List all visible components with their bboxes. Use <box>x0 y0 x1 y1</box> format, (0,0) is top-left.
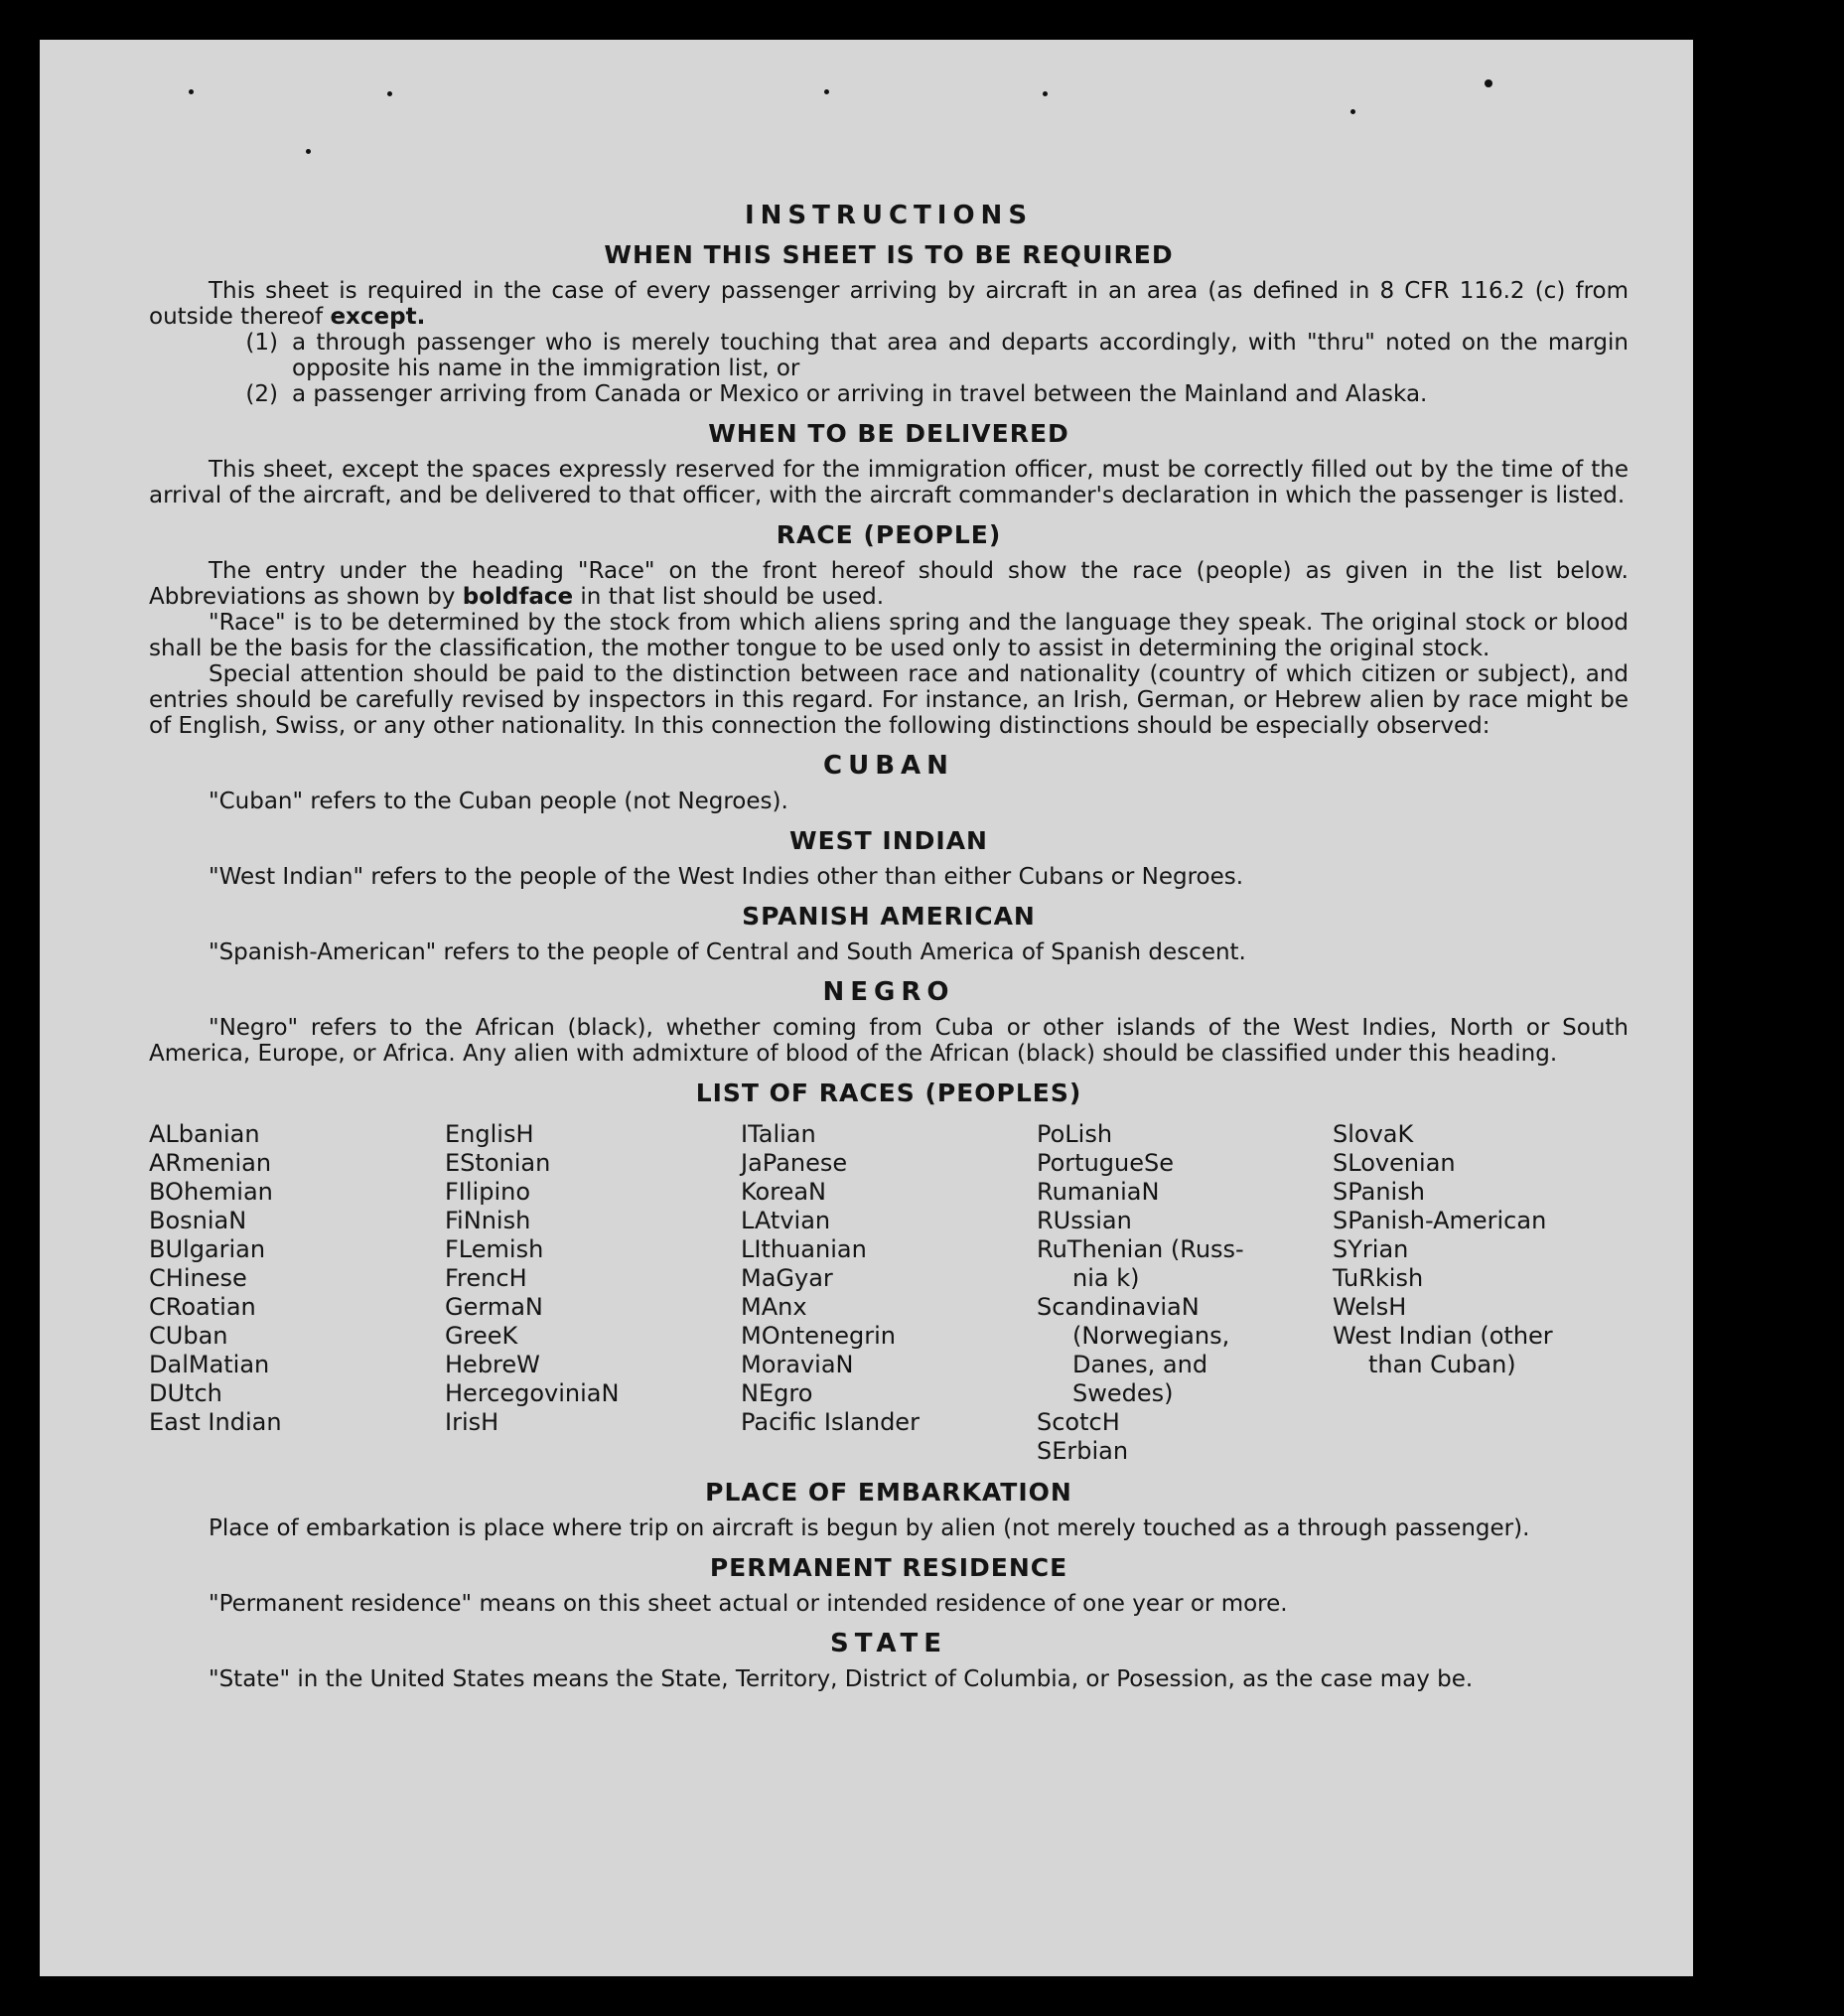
race-entry <box>445 1351 741 1379</box>
race-entry-part: N <box>228 1207 247 1234</box>
race-entry-part: Iris <box>445 1408 482 1436</box>
race-entry-part: FI <box>445 1178 466 1206</box>
race-entry <box>1037 1120 1333 1149</box>
race-entry-part: LI <box>741 1235 762 1263</box>
race-entry <box>445 1293 741 1322</box>
race-entry-part: rian <box>1361 1235 1409 1263</box>
race-entry <box>149 1408 445 1437</box>
race-entry-part: D <box>149 1351 168 1378</box>
race-entry-part: H <box>1388 1293 1407 1321</box>
speck <box>1485 79 1492 87</box>
races-column <box>1037 1120 1333 1466</box>
speck <box>387 91 392 96</box>
race-entry-part: e <box>1159 1149 1174 1177</box>
exception-item: (1) a through passenger who is merely touching that area and departs accordingly, with "thru" noted on the margin opposite his name in the immigration list, or <box>245 330 1629 381</box>
heading-embarkation: PLACE OF EMBARKATION <box>705 1478 1072 1507</box>
race-entry-part: CR <box>149 1293 182 1321</box>
race-entry <box>741 1235 1037 1264</box>
race-entry-part: AR <box>149 1149 183 1177</box>
race-entry-part: PortugueS <box>1037 1149 1160 1177</box>
race-entry <box>741 1408 1037 1437</box>
races-column <box>741 1120 1037 1466</box>
cuban-text: "Cuban" refers to the Cuban people (not Negroes). <box>209 789 788 814</box>
speck <box>1043 91 1048 96</box>
race-entry <box>445 1408 741 1437</box>
race-entry-part: tch <box>185 1379 222 1407</box>
race-entry-part: MA <box>741 1293 779 1321</box>
race-entry <box>445 1264 741 1293</box>
race-entry-part: anish <box>1360 1178 1425 1206</box>
race-entry-part: Slova <box>1333 1120 1398 1148</box>
race-entry <box>445 1149 741 1178</box>
state-text: "State" in the United States means the State, Territory, District of Columbia, or Posession, as the case may be. <box>209 1666 1474 1692</box>
heading-residence: PERMANENT RESIDENCE <box>709 1553 1068 1582</box>
race-entry-part: Danes, and <box>1072 1351 1208 1378</box>
race-entry-part: K <box>501 1322 518 1350</box>
race-entry-part: Korea <box>741 1178 809 1206</box>
heading-race: RACE (PEOPLE) <box>776 520 1002 549</box>
race-entry-part: Pacific Islander <box>741 1408 920 1436</box>
race-entry-part: thuanian <box>761 1235 867 1263</box>
race-entry <box>149 1379 445 1408</box>
race-entry <box>149 1322 445 1351</box>
race-entry-part: H <box>508 1264 527 1292</box>
race-entry <box>1333 1351 1629 1379</box>
race-entry-part: nx <box>778 1293 807 1321</box>
race-entry <box>1037 1235 1333 1264</box>
races-column <box>445 1120 741 1466</box>
race-entry-part: hemian <box>183 1178 273 1206</box>
race-entry-part: RU <box>1037 1207 1071 1234</box>
race-entry-part: SE <box>1037 1437 1067 1465</box>
race-entry-part: Rumania <box>1037 1178 1142 1206</box>
race-entry-part: rbian <box>1066 1437 1129 1465</box>
race-entry-part: H <box>481 1408 499 1436</box>
race-entry <box>149 1264 445 1293</box>
race-entry-part: MaG <box>741 1264 795 1292</box>
embarkation-text: Place of embarkation is place where trip on aircraft is begun by alien (not merely touched as a through passenger). <box>209 1515 1530 1541</box>
race-entry <box>741 1178 1037 1207</box>
race-entry-part: Wels <box>1333 1293 1389 1321</box>
race-entry-part: RuT <box>1037 1235 1082 1263</box>
race-entry-part: MO <box>741 1322 780 1350</box>
race-entry <box>1037 1293 1333 1322</box>
heading-cuban: CUBAN <box>823 751 954 781</box>
race-entry-part: kish <box>1374 1264 1424 1292</box>
race-entry-part: Germa <box>445 1293 525 1321</box>
race-entry-part: alian <box>758 1120 816 1148</box>
race-entry-part: inese <box>183 1264 247 1292</box>
race-entry-part: ast Indian <box>164 1408 282 1436</box>
race-entry-part: Scandinavia <box>1037 1293 1182 1321</box>
instructions-content <box>149 189 1629 1692</box>
race-entry-part: N <box>808 1178 826 1206</box>
race-entry <box>445 1207 741 1235</box>
race-entry <box>741 1207 1037 1235</box>
race-entry-part: DU <box>149 1379 186 1407</box>
exception-item: (2) a passenger arriving from Canada or Mexico or arriving in travel between the Mainland and Alaska. <box>245 381 1428 407</box>
races-column <box>1333 1120 1629 1466</box>
race-paragraph-2: "Race" is to be determined by the stock from which aliens spring and the language they speak. The original stock or blood shall be the basis for the classification, the mother tongue to be used only to assist in determining the original stock. <box>149 610 1629 661</box>
spanish-american-text: "Spanish-American" refers to the people of Central and South America of Spanish descent. <box>209 939 1246 965</box>
race-entry <box>1333 1207 1629 1235</box>
heading-required: WHEN THIS SHEET IS TO BE REQUIRED <box>604 240 1174 269</box>
race-entry-part: FL <box>445 1235 472 1263</box>
race-entry-part: Hercegovinia <box>445 1379 602 1407</box>
heading-west-indian: WEST INDIAN <box>789 826 988 855</box>
race-entry <box>1333 1235 1629 1264</box>
race-entry-part: N <box>1141 1178 1160 1206</box>
heading-negro: NEGRO <box>822 977 955 1007</box>
race-entry <box>1333 1120 1629 1149</box>
race-entry-part: banian <box>178 1120 260 1148</box>
race-entry <box>1037 1149 1333 1178</box>
race-entry <box>1037 1437 1333 1466</box>
negro-text: "Negro" refers to the African (black), whether coming from Cuba or other islands of the West Indies, North or South America, Europe, or Africa. Any alien with admixture of blood of the African (black) should be classified under this heading. <box>149 1015 1629 1067</box>
race-entry-part: ovenian <box>1360 1149 1456 1177</box>
race-entry-part: TuR <box>1333 1264 1375 1292</box>
heading-delivered: WHEN TO BE DELIVERED <box>708 419 1069 448</box>
race-entry-part: Englis <box>445 1120 516 1148</box>
race-entry-part: BO <box>149 1178 184 1206</box>
race-entry-part: nish <box>481 1207 531 1234</box>
race-entry <box>149 1149 445 1178</box>
race-entry-part: ES <box>445 1149 476 1177</box>
race-entry <box>741 1379 1037 1408</box>
race-entry-part: henian (Russ- <box>1081 1235 1244 1263</box>
race-entry-part: Swedes) <box>1072 1379 1174 1407</box>
race-entry <box>149 1178 445 1207</box>
delivered-text: This sheet, except the spaces expressly reserved for the immigration officer, must be correctly filled out by the time of the arrival of the aircraft, and be delivered to that officer, with the aircraft commander's declaration in which the passenger is listed. <box>149 457 1629 508</box>
race-entry-part: lipino <box>465 1178 531 1206</box>
race-entry-part: LA <box>741 1207 771 1234</box>
race-entry <box>1333 1149 1629 1178</box>
race-entry <box>445 1235 741 1264</box>
residence-text: "Permanent residence" means on this sheet actual or intended residence of one year or more. <box>209 1591 1288 1617</box>
race-entry-part: SP <box>1333 1178 1361 1206</box>
race-entry-part: ssian <box>1070 1207 1132 1234</box>
race-entry <box>741 1120 1037 1149</box>
race-entry <box>741 1293 1037 1322</box>
document-sheet <box>40 40 1693 1976</box>
race-entry <box>1037 1351 1333 1379</box>
race-entry <box>1333 1178 1629 1207</box>
race-entry <box>149 1293 445 1322</box>
race-entry-part: ish <box>1077 1120 1113 1148</box>
race-entry-part: alMatian <box>167 1351 270 1378</box>
speck <box>189 89 194 94</box>
race-entry <box>1037 1322 1333 1351</box>
race-entry-part: Moravia <box>741 1351 836 1378</box>
race-entry <box>149 1207 445 1235</box>
race-entry-part: FiN <box>445 1207 482 1234</box>
race-entry-part: SY <box>1333 1235 1362 1263</box>
race-entry-part: emish <box>471 1235 544 1263</box>
speck <box>824 89 829 94</box>
race-entry-part: tvian <box>770 1207 831 1234</box>
race-entry-part: West Indian (other <box>1333 1322 1553 1350</box>
race-entry-part: W <box>516 1351 540 1378</box>
race-entry-part: NE <box>741 1379 775 1407</box>
race-entry <box>741 1322 1037 1351</box>
races-list <box>149 1120 1629 1466</box>
race-entry-part: JaP <box>741 1149 777 1177</box>
race-entry-part: E <box>149 1408 165 1436</box>
race-entry-part: (Norwegians, <box>1072 1322 1230 1350</box>
race-entry-part: ntenegrin <box>780 1322 896 1350</box>
race-entry-part: CH <box>149 1264 184 1292</box>
race-paragraph-1: The entry under the heading "Race" on the front hereof should show the race (people) as given in the list below. Abbreviations as shown by boldface in that list should be used. <box>149 558 1629 610</box>
race-entry-part: than Cuban) <box>1368 1351 1516 1378</box>
race-entry-part: menian <box>182 1149 272 1177</box>
race-entry <box>1037 1264 1333 1293</box>
race-entry-part: gro <box>774 1379 813 1407</box>
races-column <box>149 1120 445 1466</box>
race-entry-part: N <box>601 1379 620 1407</box>
race-entry-part: Hebre <box>445 1351 517 1378</box>
race-entry <box>1037 1207 1333 1235</box>
race-entry-part: ban <box>183 1322 228 1350</box>
race-entry-part: BU <box>149 1235 184 1263</box>
race-entry-part: SP <box>1333 1207 1361 1234</box>
race-entry <box>149 1235 445 1264</box>
race-entry <box>741 1149 1037 1178</box>
race-entry-part: lgarian <box>183 1235 266 1263</box>
instructions-title: INSTRUCTIONS <box>744 201 1034 230</box>
heading-spanish-american: SPANISH AMERICAN <box>742 902 1036 931</box>
race-entry-part: CU <box>149 1322 184 1350</box>
race-entry <box>1333 1264 1629 1293</box>
race-entry-part: Bosnia <box>149 1207 229 1234</box>
race-entry-part: oatian <box>181 1293 256 1321</box>
race-entry-part: SL <box>1333 1149 1361 1177</box>
race-entry <box>149 1351 445 1379</box>
race-entry-part: PoL <box>1037 1120 1078 1148</box>
race-entry <box>445 1178 741 1207</box>
race-entry-part: N <box>1181 1293 1200 1321</box>
race-entry-part: nia k) <box>1072 1264 1140 1292</box>
heading-state: STATE <box>829 1629 948 1658</box>
speck <box>1350 109 1355 114</box>
race-paragraph-3: Special attention should be paid to the distinction between race and nationality (country of which citizen or subject), and entries should be carefully revised by inspectors in this regard. For instance, an Irish, German, or Hebrew alien by race might be of English, Swiss, or any other nationality. In this connection the following distinctions should be especially observed: <box>149 661 1629 739</box>
race-entry-part: K <box>1397 1120 1414 1148</box>
race-entry-part: AL <box>149 1120 179 1148</box>
race-entry-part: H <box>1101 1408 1120 1436</box>
race-entry-part: Scotc <box>1037 1408 1102 1436</box>
race-entry-part: IT <box>741 1120 759 1148</box>
race-entry <box>445 1322 741 1351</box>
race-entry-part: H <box>515 1120 534 1148</box>
race-entry <box>1037 1408 1333 1437</box>
race-entry-part: Frenc <box>445 1264 509 1292</box>
west-indian-text: "West Indian" refers to the people of the West Indies other than either Cubans or Negroes. <box>209 864 1244 890</box>
required-intro: This sheet is required in the case of every passenger arriving by aircraft in an area (as defined in 8 CFR 116.2 (c) from outside thereof except. <box>149 278 1629 330</box>
race-entry-part: tonian <box>475 1149 551 1177</box>
race-entry <box>445 1379 741 1408</box>
race-entry <box>149 1120 445 1149</box>
race-entry <box>741 1264 1037 1293</box>
race-entry <box>445 1120 741 1149</box>
race-entry-part: N <box>524 1293 543 1321</box>
race-entry <box>741 1351 1037 1379</box>
race-entry-part: yar <box>794 1264 833 1292</box>
race-entry-part: Gree <box>445 1322 502 1350</box>
race-entry <box>1037 1379 1333 1408</box>
race-entry-part: anese <box>776 1149 848 1177</box>
heading-list-of-races: LIST OF RACES (PEOPLES) <box>695 1079 1082 1107</box>
race-entry <box>1333 1293 1629 1322</box>
race-entry <box>1333 1322 1629 1351</box>
race-entry-part: N <box>835 1351 854 1378</box>
speck <box>306 149 311 154</box>
race-entry <box>1037 1178 1333 1207</box>
race-entry-part: anish-American <box>1360 1207 1547 1234</box>
